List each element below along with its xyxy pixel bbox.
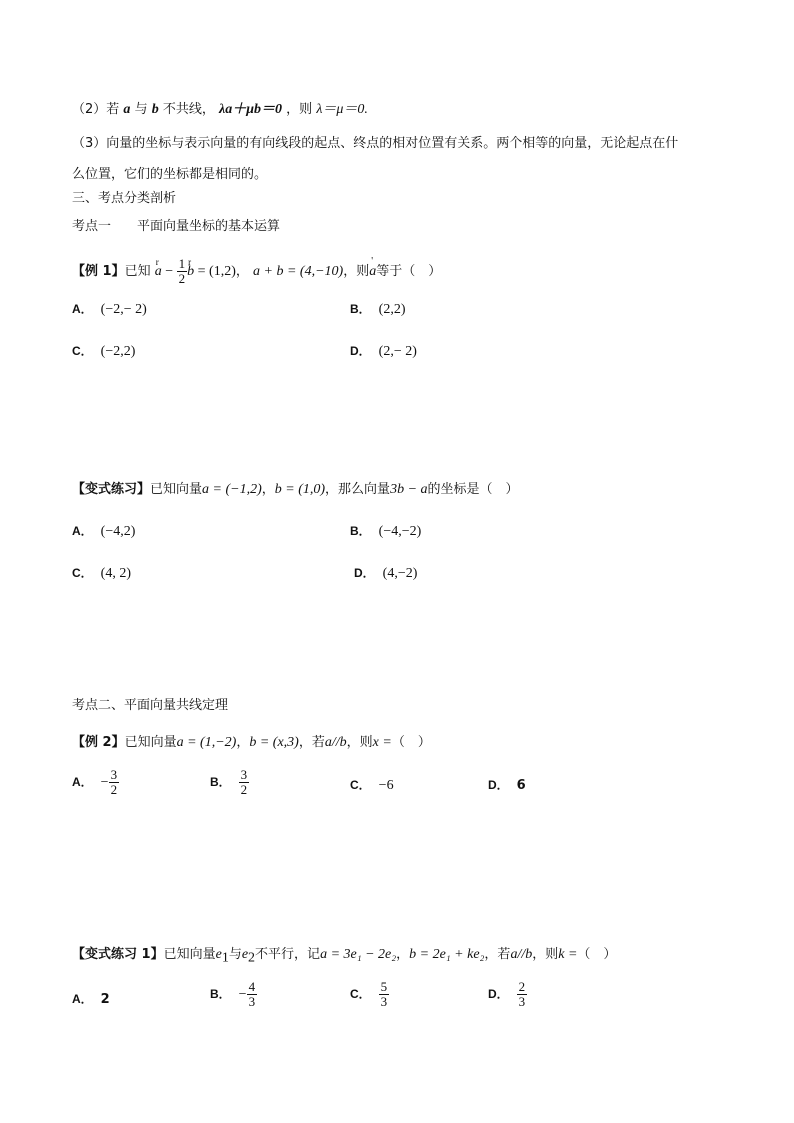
practice-1-option-c[interactable]: C． (4, 2)	[72, 566, 131, 581]
example-2-option-d[interactable]: D． 6	[488, 778, 526, 793]
practice-1-question: 【变式练习】已知向量a = (−1,2)，b = (1,0)，那么向量3b − a的坐标是（ ）	[72, 482, 519, 497]
example-1-question: 【例 1】已知 r a − $\frac{1}{2}$ r b = (1,2)， a + b = (4,−10)，则' a等于（ ）	[72, 257, 441, 286]
practice-2-option-b[interactable]: B． − $\frac{4}{3}$	[210, 979, 256, 1009]
example-1-option-c[interactable]: C． (−2,2)	[72, 344, 136, 359]
section-title: 三、考点分类剖析	[72, 191, 177, 206]
practice-2-option-a[interactable]: A． 2	[72, 992, 110, 1007]
example-1-option-b[interactable]: B． (2,2)	[350, 302, 406, 317]
practice-2-option-d[interactable]: D． $\frac{2}{3}$	[488, 979, 526, 1009]
note-2: （2）若 a 与 b 不共线， λa＋μb＝0 ，则 λ＝μ＝0.	[72, 102, 368, 117]
note-3-line-1: （3）向量的坐标与表示向量的有向线段的起点、终点的相对位置有关系。两个相等的向量，无论起点在什	[72, 136, 679, 151]
practice-1-option-b[interactable]: B． (−4,−2)	[350, 524, 422, 539]
example-1-option-d[interactable]: D． (2,− 2)	[350, 344, 417, 359]
example-2-option-b[interactable]: B． $\frac{3}{2}$	[210, 767, 248, 797]
note-3-line-2: 么位置，它们的坐标都是相同的。	[72, 167, 268, 182]
example-2-option-c[interactable]: C． −6	[350, 778, 394, 793]
practice-1-option-a[interactable]: A． (−4,2)	[72, 524, 136, 539]
topic-1-title: 考点一 平面向量坐标的基本运算	[72, 219, 281, 234]
practice-1-option-d[interactable]: D． (4,−2)	[354, 566, 418, 581]
fraction: $\frac{1}{2}$	[178, 256, 186, 286]
topic-2-title: 考点二、平面向量共线定理	[72, 698, 229, 713]
practice-2-option-c[interactable]: C． $\frac{5}{3}$	[350, 979, 388, 1009]
example-2-option-a[interactable]: A． − $\frac{3}{2}$	[72, 767, 118, 797]
example-1-option-a[interactable]: A． (−2,− 2)	[72, 302, 147, 317]
example-2-question: 【例 2】已知向量a = (1,−2)，b = (x,3)，若a//b，则x =（ ）	[72, 735, 431, 750]
practice-2-question: 【变式练习 1】已知向量$e_1$与$e_2$不平行，记a = 3e₁ − 2e₂，b = 2e₁ + ke₂，若a//b，则k =（ ）	[72, 947, 617, 966]
